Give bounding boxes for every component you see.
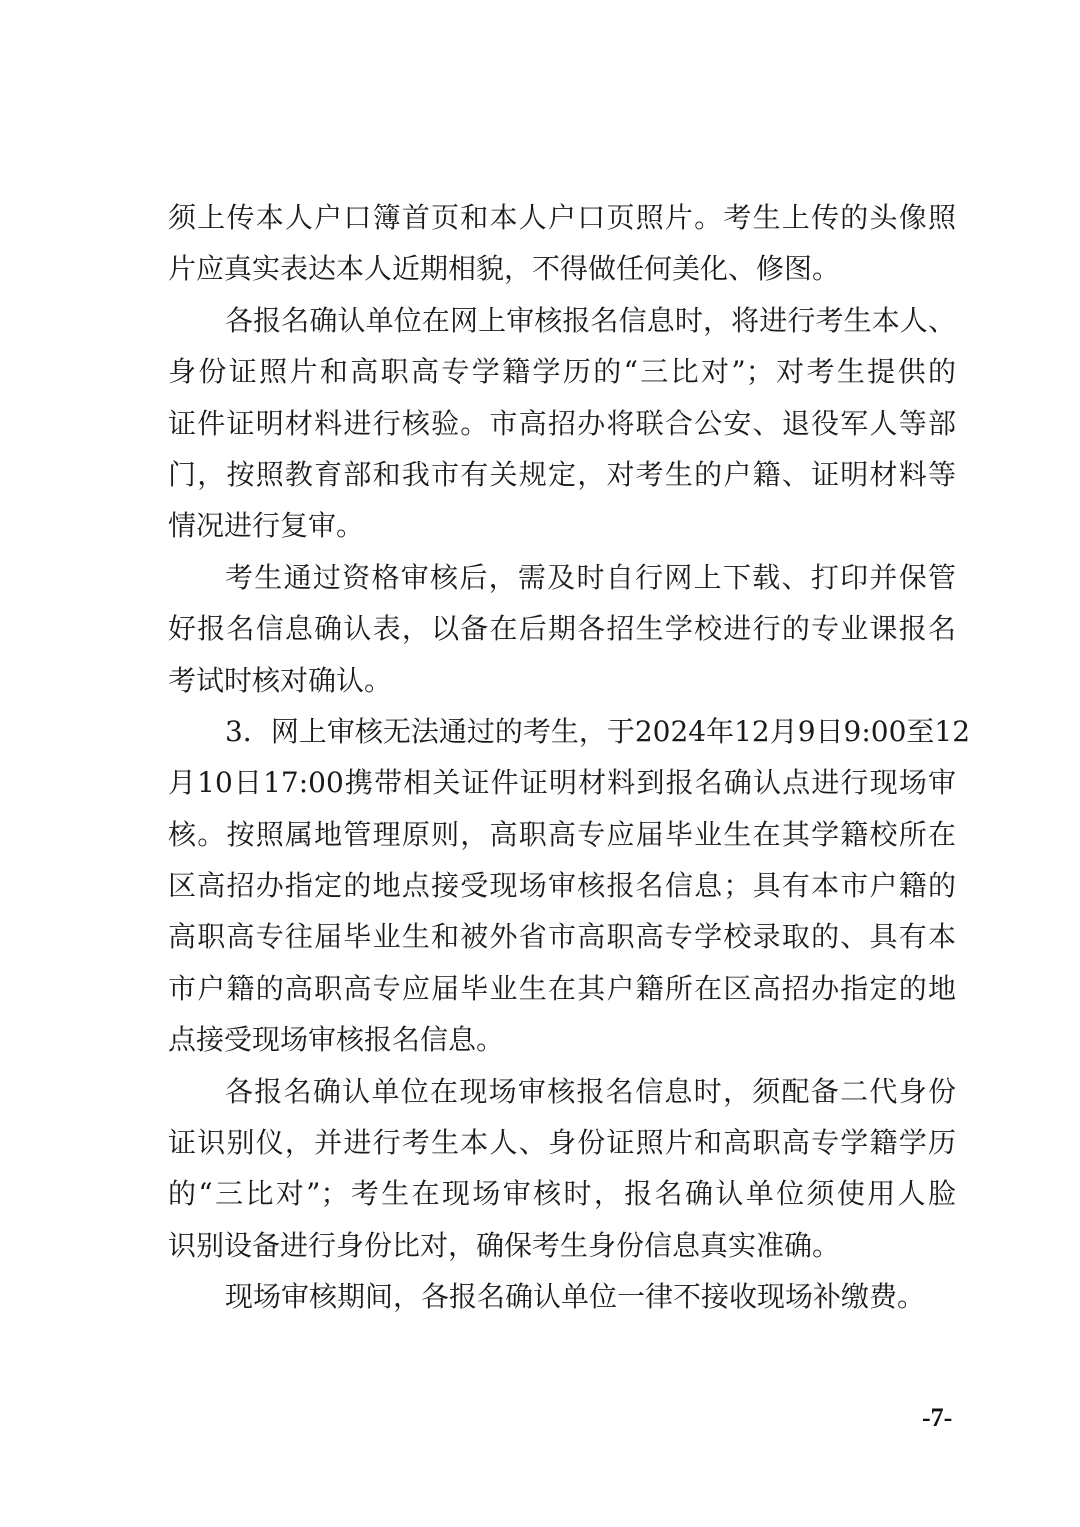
- text-line: 现场审核期间，各报名确认单位一律不接收现场补缴费。: [225, 1280, 926, 1314]
- text-line: 好报名信息确认表，以备在后期各招生学校进行的专业课报名: [168, 612, 956, 646]
- text-line: 的“三比对”；考生在现场审核时，报名确认单位须使用人脸: [168, 1177, 956, 1211]
- text-line: 高职高专往届毕业生和被外省市高职高专学校录取的、具有本: [168, 920, 956, 954]
- text-line: 月10日17:00携带相关证件证明材料到报名确认点进行现场审: [168, 766, 956, 800]
- body-text: [168, 192, 971, 1323]
- text-line: 情况进行复审。: [168, 509, 365, 543]
- text-line: 考生通过资格审核后，需及时自行网上下载、打印并保管: [225, 560, 956, 594]
- page-number: -7-: [922, 1403, 953, 1432]
- text-line: 须上传本人户口簿首页和本人户口页照片。考生上传的头像照: [168, 201, 956, 234]
- text-line: 核。按照属地管理原则，高职高专应届毕业生在其学籍校所在: [168, 817, 956, 851]
- text-line: 识别设备进行身份比对，确保考生身份信息真实准确。: [168, 1228, 841, 1262]
- text-line: 考试时核对确认。: [168, 663, 393, 697]
- text-line: 各报名确认单位在现场审核报名信息时，须配备二代身份: [225, 1074, 956, 1108]
- text-line: 3．网上审核无法通过的考生，于2024年12月9日9:00至12: [225, 714, 971, 748]
- text-line: 点接受现场审核报名信息。: [168, 1023, 505, 1057]
- text-line: 市户籍的高职高专应届毕业生在其户籍所在区高招办指定的地: [168, 971, 956, 1005]
- text-line: 片应真实表达本人近期相貌，不得做任何美化、修图。: [168, 252, 841, 286]
- text-line: 证件证明材料进行核验。市高招办将联合公安、退役军人等部: [168, 406, 956, 440]
- text-line: 区高招办指定的地点接受现场审核报名信息；具有本市户籍的: [168, 869, 956, 903]
- text-line: 各报名确认单位在网上审核报名信息时，将进行考生本人、: [225, 303, 956, 337]
- text-line: 身份证照片和高职高专学籍学历的“三比对”；对考生提供的: [168, 355, 956, 389]
- text-line: 门，按照教育部和我市有关规定，对考生的户籍、证明材料等: [168, 457, 956, 491]
- text-line: 证识别仪，并进行考生本人、身份证照片和高职高专学籍学历: [168, 1126, 956, 1160]
